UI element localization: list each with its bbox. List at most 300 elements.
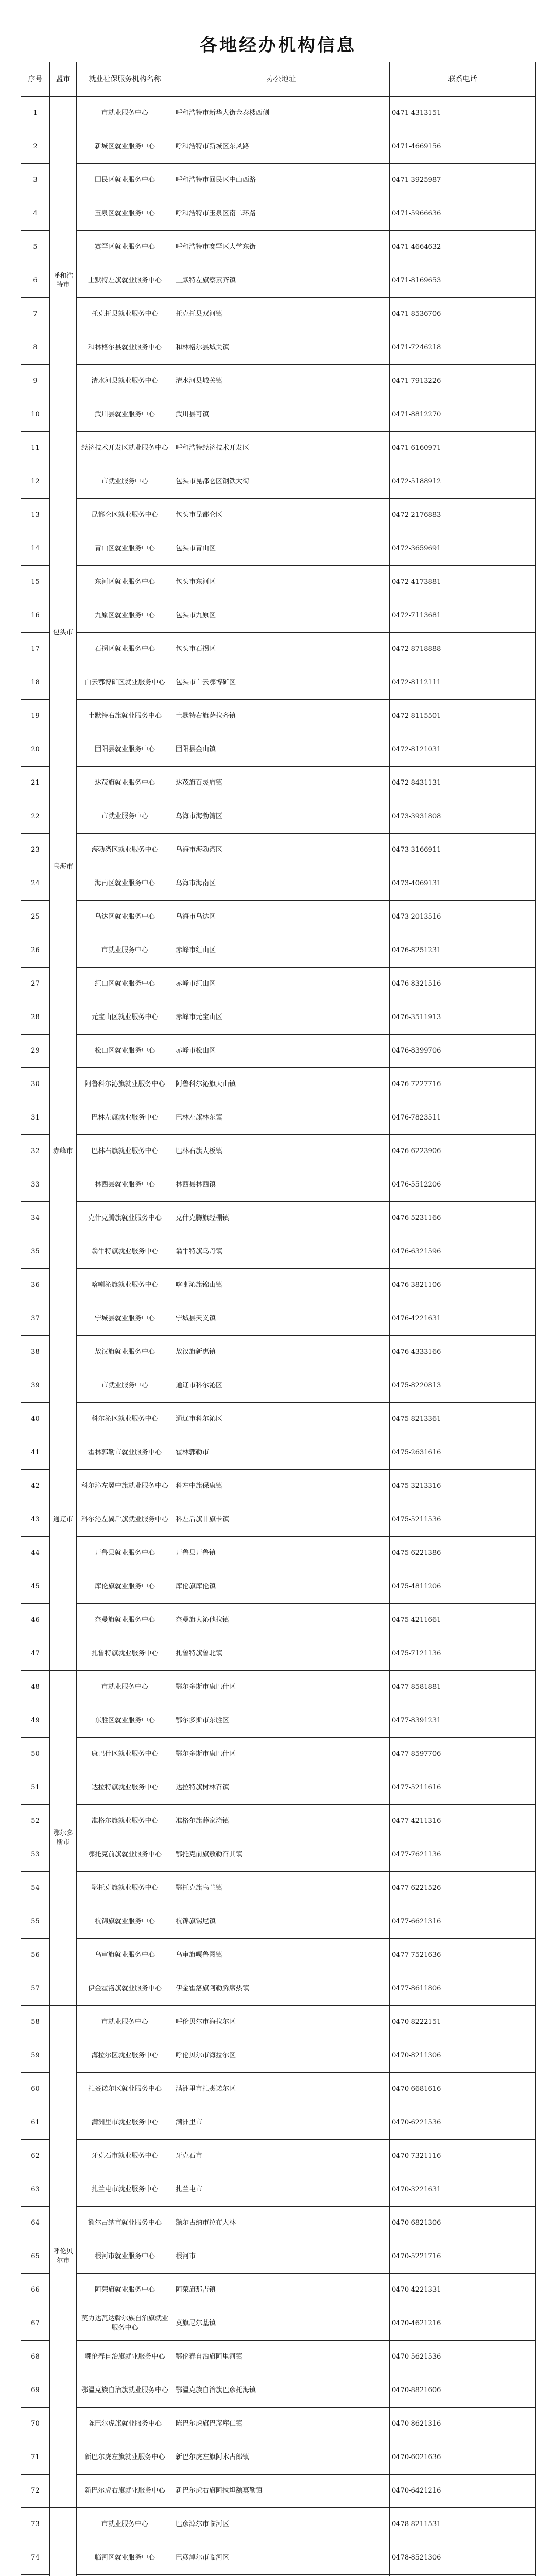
cell-address: 新巴尔虎左旗阿木古郎镇	[173, 2441, 390, 2475]
cell-no: 2	[21, 130, 50, 164]
cell-phone: 0477-8581881	[390, 1671, 536, 1704]
cell-phone: 0475-7121136	[390, 1637, 536, 1671]
cell-no: 10	[21, 398, 50, 432]
table-row	[21, 968, 536, 1001]
cell-no: 59	[21, 2039, 50, 2073]
cell-no: 35	[21, 1235, 50, 1269]
cell-agency-name: 莫力达瓦达斡尔族自治旗就业服务中心	[77, 2307, 173, 2341]
cell-phone: 0477-8597706	[390, 1738, 536, 1771]
header-phone: 联系电话	[390, 62, 536, 97]
table-row	[21, 465, 536, 499]
cell-phone: 0473-3931808	[390, 800, 536, 834]
cell-phone: 0472-5188912	[390, 465, 536, 499]
table-header-row	[21, 62, 536, 97]
cell-address: 开鲁县开鲁镇	[173, 1537, 390, 1570]
table-row	[21, 767, 536, 800]
table-row	[21, 2508, 536, 2541]
cell-no: 68	[21, 2341, 50, 2374]
cell-no: 19	[21, 700, 50, 733]
cell-agency-name: 翁牛特旗就业服务中心	[77, 1235, 173, 1269]
table-row	[21, 1068, 536, 1101]
cell-agency-name: 新巴尔虎左旗就业服务中心	[77, 2441, 173, 2475]
cell-phone: 0470-5621536	[390, 2341, 536, 2374]
cell-no: 51	[21, 1771, 50, 1805]
cell-address: 阿荣旗那吉镇	[173, 2274, 390, 2307]
table-row	[21, 2541, 536, 2575]
table-row	[21, 599, 536, 633]
cell-phone: 0476-8399706	[390, 1035, 536, 1068]
cell-address: 呼和浩特市新华大街金泰楼西侧	[173, 97, 390, 130]
cell-no: 66	[21, 2274, 50, 2307]
table-row	[21, 934, 536, 968]
cell-phone: 0476-7227716	[390, 1068, 536, 1101]
table-row	[21, 1805, 536, 1838]
cell-no: 58	[21, 2006, 50, 2039]
cell-phone: 0477-8611806	[390, 1972, 536, 2006]
table-row	[21, 1235, 536, 1269]
cell-agency-name: 额尔古纳市就业服务中心	[77, 2207, 173, 2240]
table-row	[21, 365, 536, 398]
header-no: 序号	[21, 62, 50, 97]
cell-address: 莫旗尼尔基镇	[173, 2307, 390, 2341]
table-row	[21, 2140, 536, 2173]
cell-no: 63	[21, 2173, 50, 2207]
agency-table	[21, 62, 536, 2576]
cell-agency-name: 扎兰屯市就业服务中心	[77, 2173, 173, 2207]
cell-address: 科左后旗甘旗卡镇	[173, 1503, 390, 1537]
table-row	[21, 264, 536, 298]
cell-phone: 0471-5966636	[390, 197, 536, 231]
cell-phone: 0476-3511913	[390, 1001, 536, 1035]
cell-agency-name: 陈巴尔虎旗就业服务中心	[77, 2408, 173, 2441]
cell-agency-name: 满洲里市就业服务中心	[77, 2106, 173, 2140]
cell-agency-name: 科尔沁左翼中旗就业服务中心	[77, 1470, 173, 1503]
cell-no: 37	[21, 1302, 50, 1336]
cell-address: 额尔古纳市拉布大林	[173, 2207, 390, 2240]
cell-address: 包头市白云鄂博矿区	[173, 666, 390, 700]
cell-phone: 0471-4669156	[390, 130, 536, 164]
cell-agency-name: 新城区就业服务中心	[77, 130, 173, 164]
table-row	[21, 2173, 536, 2207]
cell-agency-name: 市就业服务中心	[77, 1369, 173, 1403]
cell-agency-name: 科尔沁左翼后旗就业服务中心	[77, 1503, 173, 1537]
cell-phone: 0472-3659691	[390, 532, 536, 566]
cell-agency-name: 市就业服务中心	[77, 934, 173, 968]
cell-no: 69	[21, 2374, 50, 2408]
cell-phone: 0470-8821606	[390, 2374, 536, 2408]
cell-agency-name: 库伦旗就业服务中心	[77, 1570, 173, 1604]
table-row	[21, 130, 536, 164]
cell-address: 准格尔旗薛家湾镇	[173, 1805, 390, 1838]
cell-phone: 0476-7823511	[390, 1101, 536, 1135]
cell-address: 呼和浩特经济技术开发区	[173, 432, 390, 465]
cell-agency-name: 临河区就业服务中心	[77, 2541, 173, 2575]
cell-no: 50	[21, 1738, 50, 1771]
cell-phone: 0477-7621136	[390, 1838, 536, 1872]
table-row	[21, 2441, 536, 2475]
cell-agency-name: 固阳县就业服务中心	[77, 733, 173, 767]
cell-phone: 0471-4313151	[390, 97, 536, 130]
cell-phone: 0472-8718888	[390, 633, 536, 666]
cell-no: 57	[21, 1972, 50, 2006]
table-row	[21, 2006, 536, 2039]
cell-address: 赤峰市红山区	[173, 934, 390, 968]
cell-phone: 0475-4811206	[390, 1570, 536, 1604]
table-row	[21, 566, 536, 599]
cell-agency-name: 市就业服务中心	[77, 465, 173, 499]
cell-no: 17	[21, 633, 50, 666]
cell-no: 13	[21, 499, 50, 532]
cell-agency-name: 市就业服务中心	[77, 800, 173, 834]
table-row	[21, 1537, 536, 1570]
cell-no: 16	[21, 599, 50, 633]
cell-no: 56	[21, 1939, 50, 1972]
cell-agency-name: 东河区就业服务中心	[77, 566, 173, 599]
cell-no: 61	[21, 2106, 50, 2140]
cell-no: 25	[21, 901, 50, 934]
cell-no: 44	[21, 1537, 50, 1570]
cell-phone: 0471-7913226	[390, 365, 536, 398]
cell-agency-name: 阿荣旗就业服务中心	[77, 2274, 173, 2307]
cell-phone: 0475-2631616	[390, 1436, 536, 1470]
cell-address: 牙克石市	[173, 2140, 390, 2173]
cell-phone: 0472-4173881	[390, 566, 536, 599]
cell-phone: 0470-5221716	[390, 2240, 536, 2274]
cell-no: 46	[21, 1604, 50, 1637]
cell-phone: 0476-5231166	[390, 1202, 536, 1235]
cell-address: 阿鲁科尔沁旗天山镇	[173, 1068, 390, 1101]
table-row	[21, 1001, 536, 1035]
cell-phone: 0476-5512206	[390, 1168, 536, 1202]
cell-phone: 0475-3213316	[390, 1470, 536, 1503]
cell-phone: 0471-8169653	[390, 264, 536, 298]
cell-agency-name: 托克托县就业服务中心	[77, 298, 173, 331]
table-row	[21, 2207, 536, 2240]
cell-no: 72	[21, 2475, 50, 2508]
cell-address: 巴林左旗林东镇	[173, 1101, 390, 1135]
table-row	[21, 1738, 536, 1771]
cell-agency-name: 松山区就业服务中心	[77, 1035, 173, 1068]
cell-no: 31	[21, 1101, 50, 1135]
page-title: 各地经办机构信息	[200, 35, 356, 56]
table-row	[21, 298, 536, 331]
cell-phone: 0472-8121031	[390, 733, 536, 767]
table-row	[21, 800, 536, 834]
cell-address: 乌海市海勃湾区	[173, 834, 390, 867]
cell-no: 64	[21, 2207, 50, 2240]
cell-agency-name: 东胜区就业服务中心	[77, 1704, 173, 1738]
cell-address: 扎鲁特旗鲁北镇	[173, 1637, 390, 1671]
cell-address: 根河市	[173, 2240, 390, 2274]
cell-agency-name: 赛罕区就业服务中心	[77, 231, 173, 264]
cell-address: 土默特左旗察素齐镇	[173, 264, 390, 298]
cell-address: 鄂尔多斯市康巴什区	[173, 1738, 390, 1771]
cell-agency-name: 乌达区就业服务中心	[77, 901, 173, 934]
cell-region: 赤峰市	[50, 934, 77, 1369]
header-region: 盟市	[50, 62, 77, 97]
cell-no: 45	[21, 1570, 50, 1604]
cell-agency-name: 清水河县就业服务中心	[77, 365, 173, 398]
header-address: 办公地址	[173, 62, 390, 97]
cell-no: 65	[21, 2240, 50, 2274]
cell-no: 5	[21, 231, 50, 264]
cell-phone: 0471-4664632	[390, 231, 536, 264]
cell-no: 23	[21, 834, 50, 867]
cell-phone: 0471-3925987	[390, 164, 536, 197]
table-row	[21, 432, 536, 465]
cell-agency-name: 青山区就业服务中心	[77, 532, 173, 566]
cell-no: 22	[21, 800, 50, 834]
cell-agency-name: 达茂旗就业服务中心	[77, 767, 173, 800]
cell-address: 呼和浩特市玉泉区南二环路	[173, 197, 390, 231]
cell-address: 杭锦旗锡尼镇	[173, 1905, 390, 1939]
cell-no: 60	[21, 2073, 50, 2106]
table-row	[21, 1771, 536, 1805]
table-row	[21, 834, 536, 867]
cell-address: 鄂尔多斯市康巴什区	[173, 1671, 390, 1704]
cell-no: 52	[21, 1805, 50, 1838]
cell-phone: 0470-7321116	[390, 2140, 536, 2173]
cell-address: 呼和浩特市赛罕区大学东街	[173, 231, 390, 264]
cell-region: 通辽市	[50, 1369, 77, 1671]
table-row	[21, 1470, 536, 1503]
table-row	[21, 733, 536, 767]
cell-agency-name: 宁城县就业服务中心	[77, 1302, 173, 1336]
cell-address: 鄂托克前旗敖勒召其镇	[173, 1838, 390, 1872]
cell-agency-name: 市就业服务中心	[77, 1671, 173, 1704]
cell-agency-name: 敖汉旗就业服务中心	[77, 1336, 173, 1369]
cell-address: 乌海市海南区	[173, 867, 390, 901]
cell-no: 21	[21, 767, 50, 800]
cell-agency-name: 海南区就业服务中心	[77, 867, 173, 901]
cell-region: 呼和浩特市	[50, 97, 77, 465]
cell-phone: 0470-4221331	[390, 2274, 536, 2307]
cell-phone: 0475-8220813	[390, 1369, 536, 1403]
cell-phone: 0470-8621316	[390, 2408, 536, 2441]
cell-no: 33	[21, 1168, 50, 1202]
cell-phone: 0472-7113681	[390, 599, 536, 633]
cell-agency-name: 根河市就业服务中心	[77, 2240, 173, 2274]
cell-no: 49	[21, 1704, 50, 1738]
cell-agency-name: 鄂托克旗就业服务中心	[77, 1872, 173, 1905]
table-row	[21, 2408, 536, 2441]
cell-agency-name: 扎赉诺尔区就业服务中心	[77, 2073, 173, 2106]
cell-agency-name: 经济技术开发区就业服务中心	[77, 432, 173, 465]
cell-address: 巴彦淖尔市临河区	[173, 2508, 390, 2541]
cell-no: 30	[21, 1068, 50, 1101]
cell-agency-name: 鄂托克前旗就业服务中心	[77, 1838, 173, 1872]
cell-phone: 0477-8391231	[390, 1704, 536, 1738]
table-row	[21, 331, 536, 365]
cell-phone: 0471-8812270	[390, 398, 536, 432]
cell-phone: 0475-4211661	[390, 1604, 536, 1637]
cell-address: 乌海市乌达区	[173, 901, 390, 934]
cell-address: 包头市九原区	[173, 599, 390, 633]
table-row	[21, 2274, 536, 2307]
cell-agency-name: 乌审旗就业服务中心	[77, 1939, 173, 1972]
table-row	[21, 2475, 536, 2508]
cell-address: 固阳县金山镇	[173, 733, 390, 767]
cell-phone: 0477-6221526	[390, 1872, 536, 1905]
cell-phone: 0476-6223906	[390, 1135, 536, 1168]
cell-address: 鄂伦春自治旗阿里河镇	[173, 2341, 390, 2374]
cell-agency-name: 红山区就业服务中心	[77, 968, 173, 1001]
cell-no: 27	[21, 968, 50, 1001]
cell-agency-name: 巴林右旗就业服务中心	[77, 1135, 173, 1168]
cell-region: 包头市	[50, 465, 77, 800]
table-row	[21, 1604, 536, 1637]
cell-no: 14	[21, 532, 50, 566]
cell-address: 达拉特旗树林召镇	[173, 1771, 390, 1805]
cell-no: 11	[21, 432, 50, 465]
cell-phone: 0478-8211531	[390, 2508, 536, 2541]
cell-address: 托克托县双河镇	[173, 298, 390, 331]
cell-no: 67	[21, 2307, 50, 2341]
header-agency: 就业社保服务机构名称	[77, 62, 173, 97]
cell-phone: 0477-6621316	[390, 1905, 536, 1939]
table-row	[21, 1302, 536, 1336]
cell-phone: 0477-5211616	[390, 1771, 536, 1805]
cell-agency-name: 准格尔旗就业服务中心	[77, 1805, 173, 1838]
cell-no: 40	[21, 1403, 50, 1436]
cell-no: 1	[21, 97, 50, 130]
cell-address: 达茂旗百灵庙镇	[173, 767, 390, 800]
cell-phone: 0473-4069131	[390, 867, 536, 901]
table-row	[21, 1202, 536, 1235]
cell-agency-name: 和林格尔县就业服务中心	[77, 331, 173, 365]
cell-address: 奈曼旗大沁他拉镇	[173, 1604, 390, 1637]
cell-agency-name: 昆都仑区就业服务中心	[77, 499, 173, 532]
table-row	[21, 1035, 536, 1068]
cell-region	[50, 2508, 77, 2576]
table-row	[21, 1269, 536, 1302]
table-row	[21, 197, 536, 231]
cell-address: 满洲里市	[173, 2106, 390, 2140]
cell-agency-name: 市就业服务中心	[77, 2508, 173, 2541]
cell-address: 陈巴尔虎旗巴彦库仁镇	[173, 2408, 390, 2441]
cell-agency-name: 玉泉区就业服务中心	[77, 197, 173, 231]
table-row	[21, 1905, 536, 1939]
cell-agency-name: 土默特右旗就业服务中心	[77, 700, 173, 733]
cell-no: 8	[21, 331, 50, 365]
cell-phone: 0470-6681616	[390, 2073, 536, 2106]
table-row	[21, 1503, 536, 1537]
cell-phone: 0471-6160971	[390, 432, 536, 465]
cell-no: 48	[21, 1671, 50, 1704]
table-row	[21, 1939, 536, 1972]
cell-no: 15	[21, 566, 50, 599]
table-row	[21, 97, 536, 130]
cell-agency-name: 康巴什区就业服务中心	[77, 1738, 173, 1771]
cell-agency-name: 克什克腾旗就业服务中心	[77, 1202, 173, 1235]
table-row	[21, 1403, 536, 1436]
cell-address: 鄂尔多斯市东胜区	[173, 1704, 390, 1738]
cell-agency-name: 牙克石市就业服务中心	[77, 2140, 173, 2173]
cell-agency-name: 回民区就业服务中心	[77, 164, 173, 197]
cell-phone: 0472-2176883	[390, 499, 536, 532]
cell-agency-name: 奈曼旗就业服务中心	[77, 1604, 173, 1637]
table-row	[21, 666, 536, 700]
cell-no: 70	[21, 2408, 50, 2441]
cell-address: 敖汉旗新惠镇	[173, 1336, 390, 1369]
cell-no: 3	[21, 164, 50, 197]
cell-phone: 0476-8321516	[390, 968, 536, 1001]
cell-phone: 0472-8115501	[390, 700, 536, 733]
cell-no: 55	[21, 1905, 50, 1939]
cell-agency-name: 武川县就业服务中心	[77, 398, 173, 432]
table-row	[21, 164, 536, 197]
cell-phone: 0473-3166911	[390, 834, 536, 867]
cell-phone: 0472-8112111	[390, 666, 536, 700]
cell-region: 呼伦贝尔市	[50, 2006, 77, 2508]
cell-address: 克什克腾旗经棚镇	[173, 1202, 390, 1235]
cell-phone: 0470-6221536	[390, 2106, 536, 2140]
cell-no: 43	[21, 1503, 50, 1537]
cell-agency-name: 巴林左旗就业服务中心	[77, 1101, 173, 1135]
cell-agency-name: 喀喇沁旗就业服务中心	[77, 1269, 173, 1302]
table-row	[21, 2073, 536, 2106]
cell-phone: 0477-7521636	[390, 1939, 536, 1972]
cell-address: 赤峰市松山区	[173, 1035, 390, 1068]
cell-no: 18	[21, 666, 50, 700]
cell-no: 26	[21, 934, 50, 968]
cell-address: 包头市昆都仑区钢铁大街	[173, 465, 390, 499]
cell-phone: 0470-8222151	[390, 2006, 536, 2039]
cell-address: 包头市青山区	[173, 532, 390, 566]
cell-address: 包头市石拐区	[173, 633, 390, 666]
cell-address: 霍林郭勒市	[173, 1436, 390, 1470]
cell-address: 乌海市海勃湾区	[173, 800, 390, 834]
cell-agency-name: 开鲁县就业服务中心	[77, 1537, 173, 1570]
table-row	[21, 2039, 536, 2073]
table-row	[21, 1168, 536, 1202]
cell-agency-name: 市就业服务中心	[77, 97, 173, 130]
cell-phone: 0475-6221386	[390, 1537, 536, 1570]
cell-region: 乌海市	[50, 800, 77, 934]
table-row	[21, 1637, 536, 1671]
cell-agency-name: 九原区就业服务中心	[77, 599, 173, 633]
table-body	[21, 97, 536, 2576]
table-row	[21, 1436, 536, 1470]
cell-no: 32	[21, 1135, 50, 1168]
cell-phone: 0471-8536706	[390, 298, 536, 331]
cell-no: 7	[21, 298, 50, 331]
cell-address: 土默特右旗萨拉齐镇	[173, 700, 390, 733]
cell-no: 74	[21, 2541, 50, 2575]
table-row	[21, 700, 536, 733]
cell-address: 赤峰市元宝山区	[173, 1001, 390, 1035]
cell-address: 扎兰屯市	[173, 2173, 390, 2207]
cell-no: 20	[21, 733, 50, 767]
cell-no: 29	[21, 1035, 50, 1068]
table-row	[21, 2341, 536, 2374]
cell-phone: 0475-5211536	[390, 1503, 536, 1537]
cell-address: 和林格尔县城关镇	[173, 331, 390, 365]
table-row	[21, 1101, 536, 1135]
cell-agency-name: 伊金霍洛旗就业服务中心	[77, 1972, 173, 2006]
cell-phone: 0470-4621216	[390, 2307, 536, 2341]
cell-no: 28	[21, 1001, 50, 1035]
cell-agency-name: 杭锦旗就业服务中心	[77, 1905, 173, 1939]
cell-agency-name: 扎鲁特旗就业服务中心	[77, 1637, 173, 1671]
cell-agency-name: 达拉特旗就业服务中心	[77, 1771, 173, 1805]
cell-address: 通辽市科尔沁区	[173, 1369, 390, 1403]
cell-phone: 0470-6821306	[390, 2207, 536, 2240]
cell-agency-name: 元宝山区就业服务中心	[77, 1001, 173, 1035]
cell-phone: 0476-6321596	[390, 1235, 536, 1269]
cell-no: 12	[21, 465, 50, 499]
table-row	[21, 1336, 536, 1369]
